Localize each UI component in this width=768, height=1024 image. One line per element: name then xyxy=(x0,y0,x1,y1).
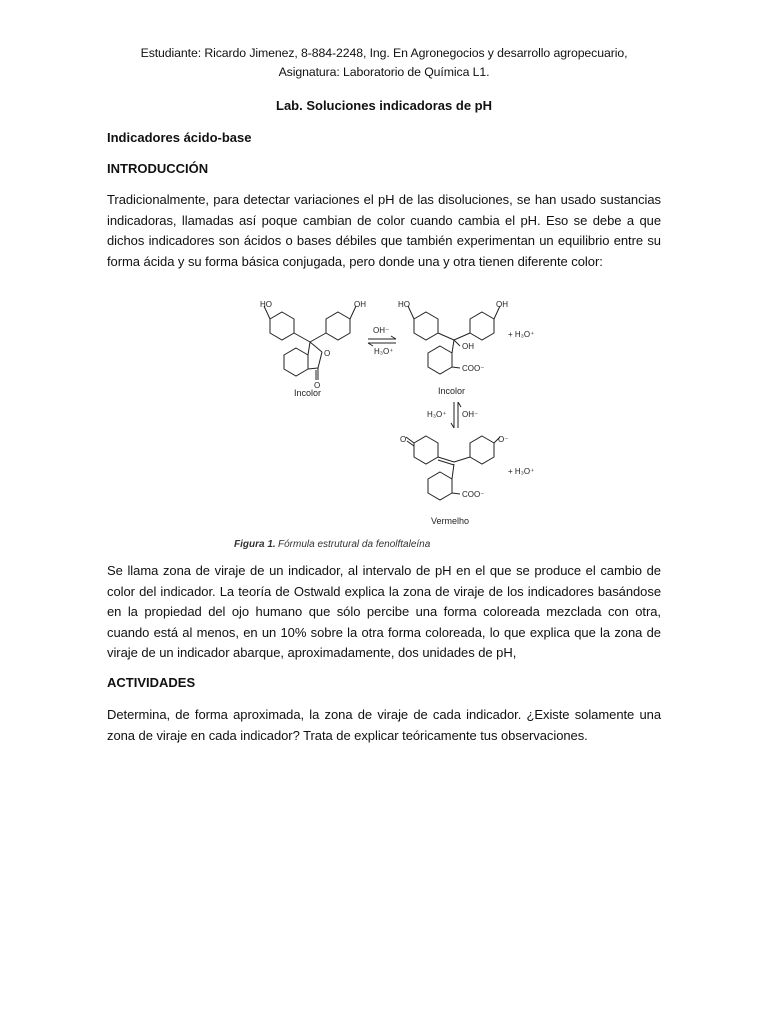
phenolphthalein-figure xyxy=(230,296,560,552)
arrow-oh-label: OH⁻ xyxy=(373,326,390,335)
header-course-line: Asignatura: Laboratorio de Química L1. xyxy=(278,65,490,79)
label-ho-1: HO xyxy=(260,300,272,309)
label-coo-2: COO⁻ xyxy=(462,490,485,499)
vert-arrow-h3o-label: H₃O⁺ xyxy=(427,410,447,419)
label-ho-2: HO xyxy=(398,300,410,309)
document-title: Lab. Soluciones indicadoras de pH xyxy=(276,98,492,113)
figure-caption-text: Fórmula estrutural da fenolftaleína xyxy=(278,539,431,550)
plus-h3o-2: + H₃O⁺ xyxy=(508,467,535,476)
intro-paragraph: Tradicionalmente, para detectar variaciones el pH de las disoluciones, se han usado sustancias indicadoras, llamadas así poque cambian de color cuando cambia el pH. Eso se debe a que dichos indicadores son ácidos o bases débiles que también experimentan un equilibrio entre su forma ácida y su forma básica conjugada, pero donde una y otra tienen diferente color: xyxy=(107,192,661,269)
ostwald-paragraph: Se llama zona de viraje de un indicador, al intervalo de pH en el que se produce el cambio de color del indicador. La teoría de Ostwald explica la zona de viraje de los indicadores basándose en la propiedad del ojo humano que sólo percibe una forma coloreada mezclada con otra, cuando está al menos, en un 10% sobre la otra forma coloreada, lo que explica que la zona de viraje de un indicador abarque, aproximadamente, dos unidades de pH, xyxy=(107,563,661,661)
header-student-line: Estudiante: Ricardo Jimenez, 8-884-2248, Ing. En Agronegocios y desarrollo agropecuario, xyxy=(140,46,628,60)
label-o-ring: O xyxy=(324,349,331,358)
label-coo-1: COO⁻ xyxy=(462,364,485,373)
activities-heading: ACTIVIDADES xyxy=(107,675,196,690)
intro-heading: INTRODUCCIÓN xyxy=(107,161,209,176)
label-o-carbonyl: O xyxy=(314,381,321,390)
activities-paragraph: Determina, de forma aproximada, la zona de viraje de cada indicador. ¿Existe solamente una zona de viraje en cada indicador? Trata de explicar teóricamente tus observaciones. xyxy=(107,707,661,743)
label-oh-3: OH xyxy=(462,342,474,351)
incolor-label-1: Incolor xyxy=(294,388,322,398)
label-oh-1: OH xyxy=(354,300,366,309)
vert-arrow-oh-label: OH⁻ xyxy=(462,410,479,419)
section-subtitle: Indicadores ácido-base xyxy=(107,130,252,145)
label-ominus: O⁻ xyxy=(498,435,509,444)
label-oh-2: OH xyxy=(496,300,508,309)
plus-h3o-1: + H₃O⁺ xyxy=(508,330,535,339)
arrow-h3o-label: H₃O⁺ xyxy=(374,347,394,356)
label-o-quinone: O xyxy=(400,435,407,444)
figure-caption-label: Figura 1. xyxy=(234,539,276,550)
incolor-label-2: Incolor xyxy=(438,386,466,396)
vermelho-label: Vermelho xyxy=(431,516,470,526)
